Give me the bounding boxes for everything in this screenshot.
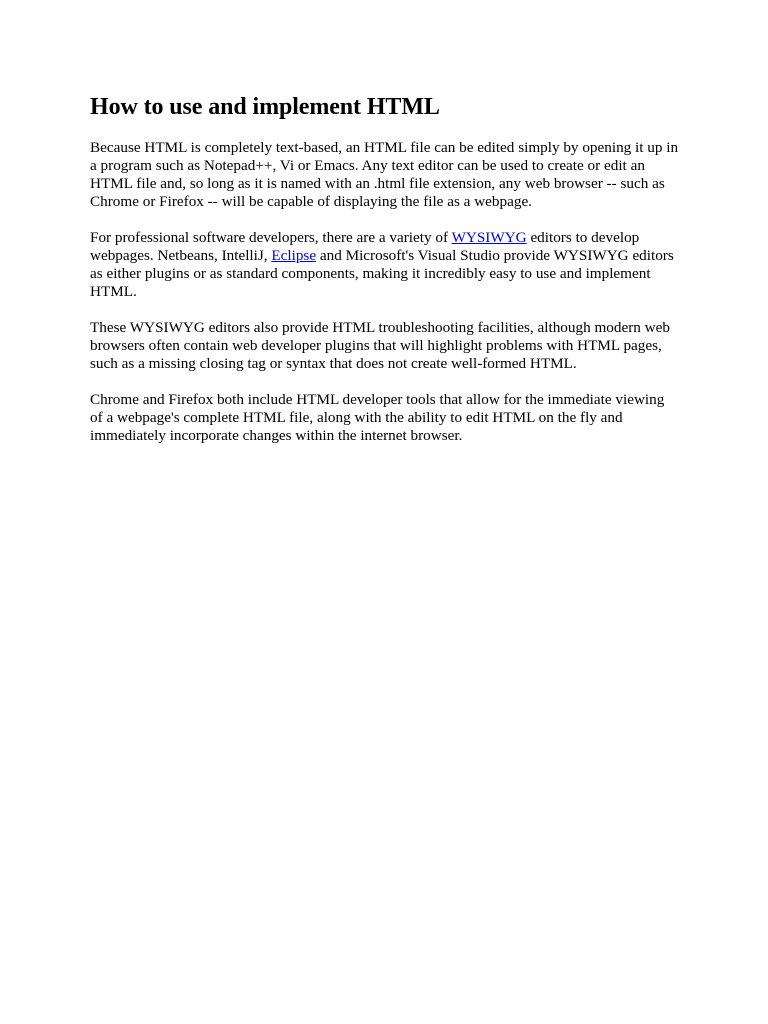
article	[90, 92, 680, 463]
paragraph-3: These WYSIWYG editors also provide HTML troubleshooting facilities, although modern web browsers often contain web developer plugins that will highlight problems with HTML pages, such as a missing closing tag or syntax that does not create well-formed HTML.	[90, 319, 670, 372]
paragraph-1: Because HTML is completely text-based, an HTML file can be edited simply by opening it up in a program such as Notepad++, Vi or Emacs. Any text editor can be used to create or edit an HTML file and, so long as it is named with an .html file extension, any web browser -- such as Chrome or Firefox -- will be capable of displaying the file as a webpage.	[90, 139, 679, 210]
paragraph-4: Chrome and Firefox both include HTML developer tools that allow for the immediate viewing of a webpage's complete HTML file, along with the ability to edit HTML on the fly and immediately incorporate changes within the internet browser.	[90, 391, 665, 444]
paragraph-2	[90, 229, 680, 301]
paragraph-2-text-a: For professional software developers, there are a variety of	[90, 229, 452, 246]
wysiwyg-link[interactable]: WYSIWYG	[451, 229, 527, 246]
eclipse-link[interactable]: Eclipse	[271, 247, 317, 264]
paragraph-2-text-b: editors to develop webpages. Netbeans, IntelliJ,	[90, 229, 640, 264]
paragraph-2-text-c: and Microsoft's Visual Studio provide WYSIWYG editors as either plugins or as standard components, making it incredibly easy to use and implement HTML.	[90, 247, 674, 300]
article-title: How to use and implement HTML	[90, 94, 440, 120]
